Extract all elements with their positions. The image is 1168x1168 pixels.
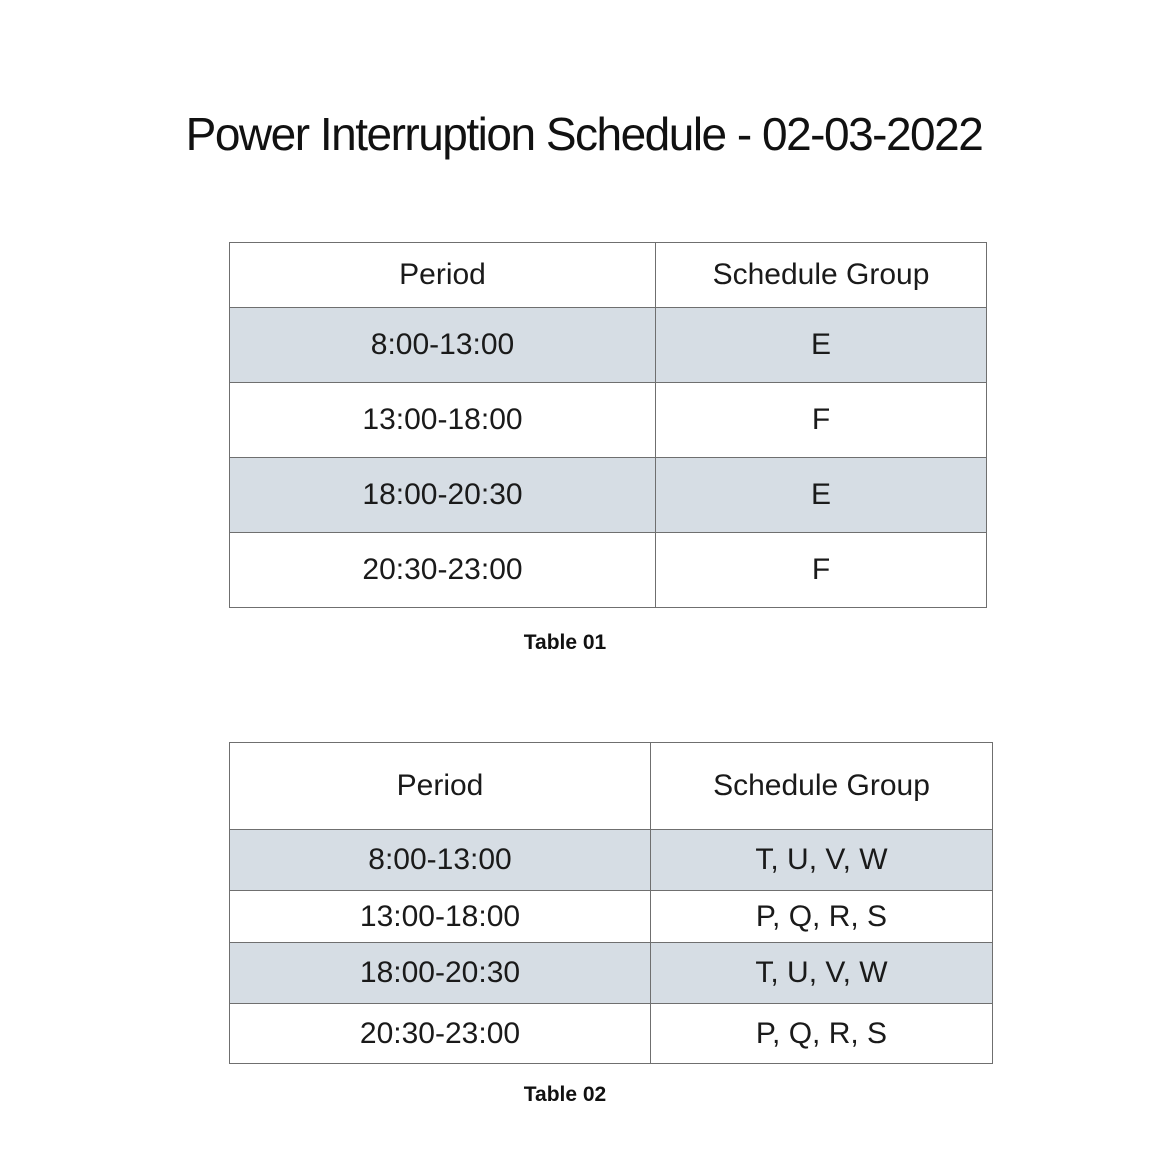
table-row [230, 383, 987, 458]
group-cell: F [656, 533, 987, 608]
table-row [230, 533, 987, 608]
period-cell: 13:00-18:00 [230, 383, 656, 458]
table-row [230, 308, 987, 383]
group-cell: P, Q, R, S [651, 891, 993, 943]
column-header-schedule-group: Schedule Group [651, 743, 993, 830]
schedule-table-2 [229, 742, 993, 1064]
group-cell: E [656, 458, 987, 533]
table-caption-2: Table 02 [523, 1083, 607, 1106]
schedule-table-1 [229, 242, 987, 608]
group-cell: P, Q, R, S [651, 1004, 993, 1064]
group-cell: T, U, V, W [651, 830, 993, 891]
table-row [230, 891, 993, 943]
group-cell: T, U, V, W [651, 943, 993, 1004]
table-row [230, 830, 993, 891]
table-caption-1: Table 01 [523, 631, 607, 654]
group-cell: E [656, 308, 987, 383]
period-cell: 8:00-13:00 [230, 308, 656, 383]
table-row [230, 458, 987, 533]
period-cell: 18:00-20:30 [230, 458, 656, 533]
table-row [230, 943, 993, 1004]
column-header-period: Period [230, 243, 656, 308]
column-header-period: Period [230, 743, 651, 830]
period-cell: 20:30-23:00 [230, 533, 656, 608]
table-row [230, 1004, 993, 1064]
table-header-row [230, 743, 993, 830]
page-title: Power Interruption Schedule - 02-03-2022 [185, 108, 983, 160]
period-cell: 20:30-23:00 [230, 1004, 651, 1064]
group-cell: F [656, 383, 987, 458]
table-header-row [230, 243, 987, 308]
column-header-schedule-group: Schedule Group [656, 243, 987, 308]
period-cell: 8:00-13:00 [230, 830, 651, 891]
period-cell: 13:00-18:00 [230, 891, 651, 943]
period-cell: 18:00-20:30 [230, 943, 651, 1004]
